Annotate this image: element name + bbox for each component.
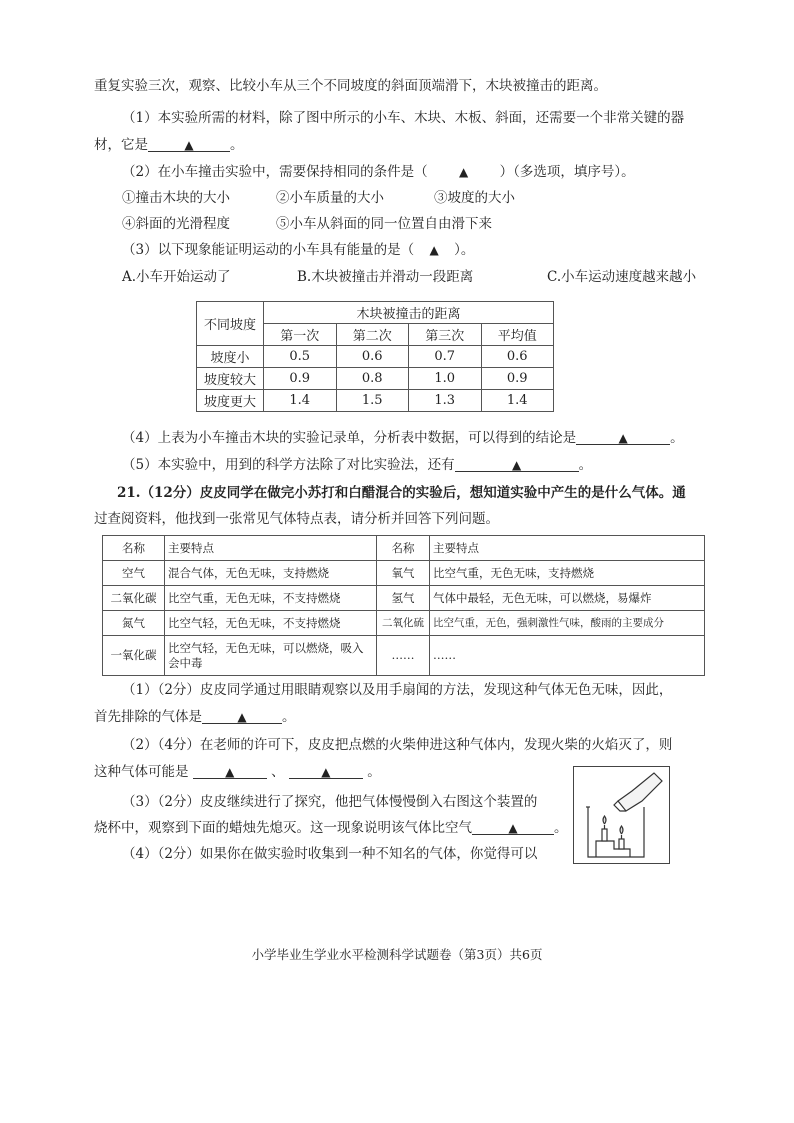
table-row: 氮气 比空气轻，无色无味，不支持燃烧 二氧化硫 比空气重，无色，强刺激性气味，酸雨的主要成分 (103, 611, 705, 636)
page-footer: 小学毕业生学业水平检测科学试题卷（第3页）共6页 (251, 947, 543, 962)
p1-text: （1）（2分）皮皮同学通过用眼睛观察以及用手扇闻的方法，发现这种气体无色无味，因此， (122, 682, 673, 698)
q1-text: （1）本实验所需的材料，除了图中所示的小车、木块、木板、斜面，还需要一个非常关键的器 (122, 110, 685, 126)
table1-subheader: 第二次 (336, 324, 409, 346)
q2-option-3: ③坡度的大小 (434, 190, 515, 206)
table1-corner: 不同坡度 (197, 302, 264, 346)
slope-distance-table (196, 301, 554, 412)
q1-answer-line: 材，它是 ▲ 。 (94, 137, 244, 153)
table2-header: 名称 (377, 536, 430, 561)
table-row: 坡度小 0.5 0.6 0.7 0.6 (197, 346, 554, 368)
p2-answer-blank-2[interactable]: ▲ (289, 763, 363, 779)
q3-choice-a: A.小车开始运动了 (122, 269, 231, 285)
table-row: 一氧化碳 比空气轻，无色无味，可以燃烧，吸入会中毒 …… …… (103, 636, 705, 676)
p2-answer-blank-1[interactable]: ▲ (193, 763, 267, 779)
table1-subheader: 第一次 (264, 324, 337, 346)
pouring-gas-figure (573, 766, 670, 864)
q2-option-1: ①撞击木块的大小 (122, 190, 230, 206)
p1-answer-blank[interactable]: ▲ (202, 708, 282, 724)
q3-choice-b: B.木块被撞击并滑动一段距离 (297, 269, 474, 285)
q1-answer-blank[interactable]: ▲ (148, 136, 230, 152)
q3-choice-c: C.小车运动速度越来越小 (547, 269, 697, 285)
p3-text: （3）（2分）皮皮继续进行了探究，他把气体慢慢倒入右图这个装置的 (122, 794, 538, 810)
gas-features-table (102, 535, 705, 676)
q2-option-4: ④斜面的光滑程度 (122, 216, 230, 232)
q5-answer-blank[interactable]: ▲ (455, 456, 579, 472)
table-row: 坡度较大 0.9 0.8 1.0 0.9 (197, 368, 554, 390)
q21-intro: 过查阅资料，他找到一张常见气体特点表，请分析并回答下列问题。 (94, 511, 499, 527)
table2-header: 主要特点 (430, 536, 705, 561)
table1-subheader: 平均值 (481, 324, 554, 346)
q2-text: （2）在小车撞击实验中，需要保持相同的条件是（ ▲ ）（多选项，填序号）。 (122, 164, 635, 180)
p2-answer-line: 这种气体可能是 ▲ 、 ▲ 。 (94, 764, 381, 780)
table-row: 空气 混合气体，无色无味，支持燃烧 氧气 比空气重，无色无味，支持燃烧 (103, 561, 705, 586)
table2-header: 主要特点 (165, 536, 377, 561)
p3-answer-blank[interactable]: ▲ (472, 819, 554, 835)
table-row: 坡度更大 1.4 1.5 1.3 1.4 (197, 390, 554, 412)
q4-text: （4）上表为小车撞击木块的实验记录单，分析表中数据，可以得到的结论是 ▲ 。 (122, 430, 684, 446)
table1-subheader: 第三次 (409, 324, 482, 346)
p2-text: （2）（4分）在老师的许可下，皮皮把点燃的火柴伸进这种气体内，发现火柴的火焰灭了，则 (122, 737, 673, 753)
p1-answer-line: 首先排除的气体是 ▲ 。 (94, 709, 296, 725)
q3-answer-slot[interactable]: ▲ (429, 243, 439, 257)
table-row: 二氧化碳 比空气重，无色无味，不支持燃烧 氢气 气体中最轻，无色无味，可以燃烧，易爆炸 (103, 586, 705, 611)
q21-heading: 21.（12分）皮皮同学在做完小苏打和白醋混合的实验后，想知道实验中产生的是什么气体。通 (117, 485, 686, 501)
p3-answer-line: 烧杯中，观察到下面的蜡烛先熄灭。这一现象说明该气体比空气 ▲ 。 (94, 820, 568, 836)
q2-option-2: ②小车质量的大小 (276, 190, 384, 206)
intro-text: 重复实验三次，观察、比较小车从三个不同坡度的斜面顶端滑下，木块被撞击的距离。 (94, 78, 607, 94)
q2-option-5: ⑤小车从斜面的同一位置自由滑下来 (276, 216, 492, 232)
q3-text: （3）以下现象能证明运动的小车具有能量的是（ ▲ ）。 (122, 242, 475, 258)
p4-text: （4）（2分）如果你在做实验时收集到一种不知名的气体，你觉得可以 (122, 846, 538, 862)
table1-group-header: 木块被撞击的距离 (264, 302, 554, 324)
q4-answer-blank[interactable]: ▲ (576, 429, 670, 445)
q2-answer-slot[interactable]: ▲ (458, 165, 469, 179)
q5-text: （5）本实验中，用到的科学方法除了对比实验法，还有 ▲ 。 (122, 457, 593, 473)
beaker-candles-illustration (574, 767, 669, 863)
table2-header: 名称 (103, 536, 165, 561)
